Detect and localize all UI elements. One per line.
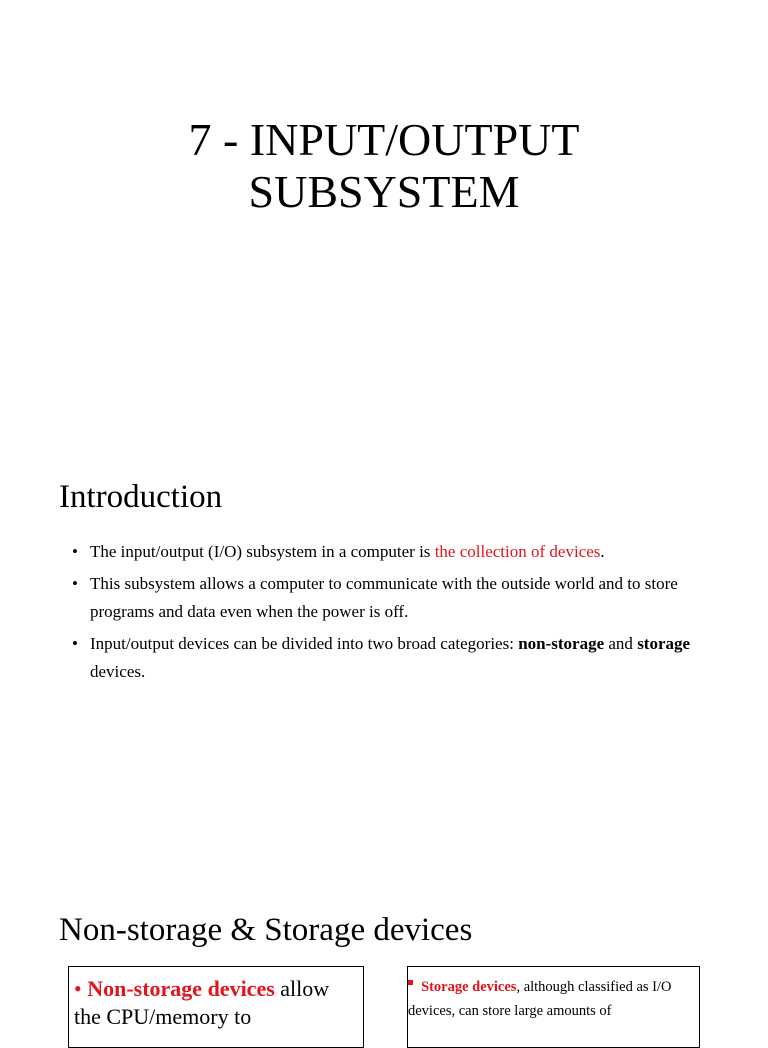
bullet-3-bold-1: non-storage (518, 634, 605, 653)
introduction-slide (0, 432, 768, 864)
storage-box (407, 966, 700, 1048)
bullet-1-highlight: the collection of devices (434, 542, 601, 561)
storage-text: , although classified as I/O devices, can store large amounts of (408, 979, 672, 1019)
bullet-1-text: The input/output (I/O) subsystem in a computer is (90, 542, 435, 561)
slide-title (0, 114, 768, 218)
bullet-icon: • (72, 542, 78, 561)
title-slide (0, 0, 768, 432)
bullet-icon: • (72, 634, 78, 653)
bullet-3-bold-2: storage (637, 634, 691, 653)
bullet-icon: • (74, 976, 82, 1001)
bullet-3-text: Input/output devices can be divided into two broad categories: (90, 634, 519, 653)
bullet-3-mid: and (604, 634, 638, 653)
introduction-bullet-list (72, 538, 692, 690)
title-line-1: 7 - INPUT/OUTPUT (188, 114, 580, 165)
introduction-heading: Introduction (59, 479, 223, 515)
square-bullet-icon (408, 980, 413, 985)
storage-slide (0, 864, 768, 1029)
storage-heading: Non-storage & Storage devices (59, 912, 473, 948)
bullet-1-end: . (600, 542, 605, 561)
non-storage-box (68, 966, 364, 1048)
non-storage-box-text (74, 975, 349, 1031)
bullet-3-end: devices. (90, 662, 146, 681)
non-storage-text: allow the CPU/memory to (74, 976, 330, 1029)
title-line-2: SUBSYSTEM (248, 166, 520, 217)
non-storage-highlight: Non-storage devices (87, 976, 275, 1001)
bullet-icon: • (72, 574, 78, 593)
bullet-item-2 (72, 570, 692, 626)
bullet-item-1 (72, 538, 692, 566)
bullet-2-text: This subsystem allows a computer to communicate with the outside world and to store programs and data even when the power is off. (90, 574, 678, 621)
storage-box-text (408, 975, 693, 1023)
storage-highlight: Storage devices (421, 979, 517, 995)
bullet-item-3 (72, 630, 692, 686)
